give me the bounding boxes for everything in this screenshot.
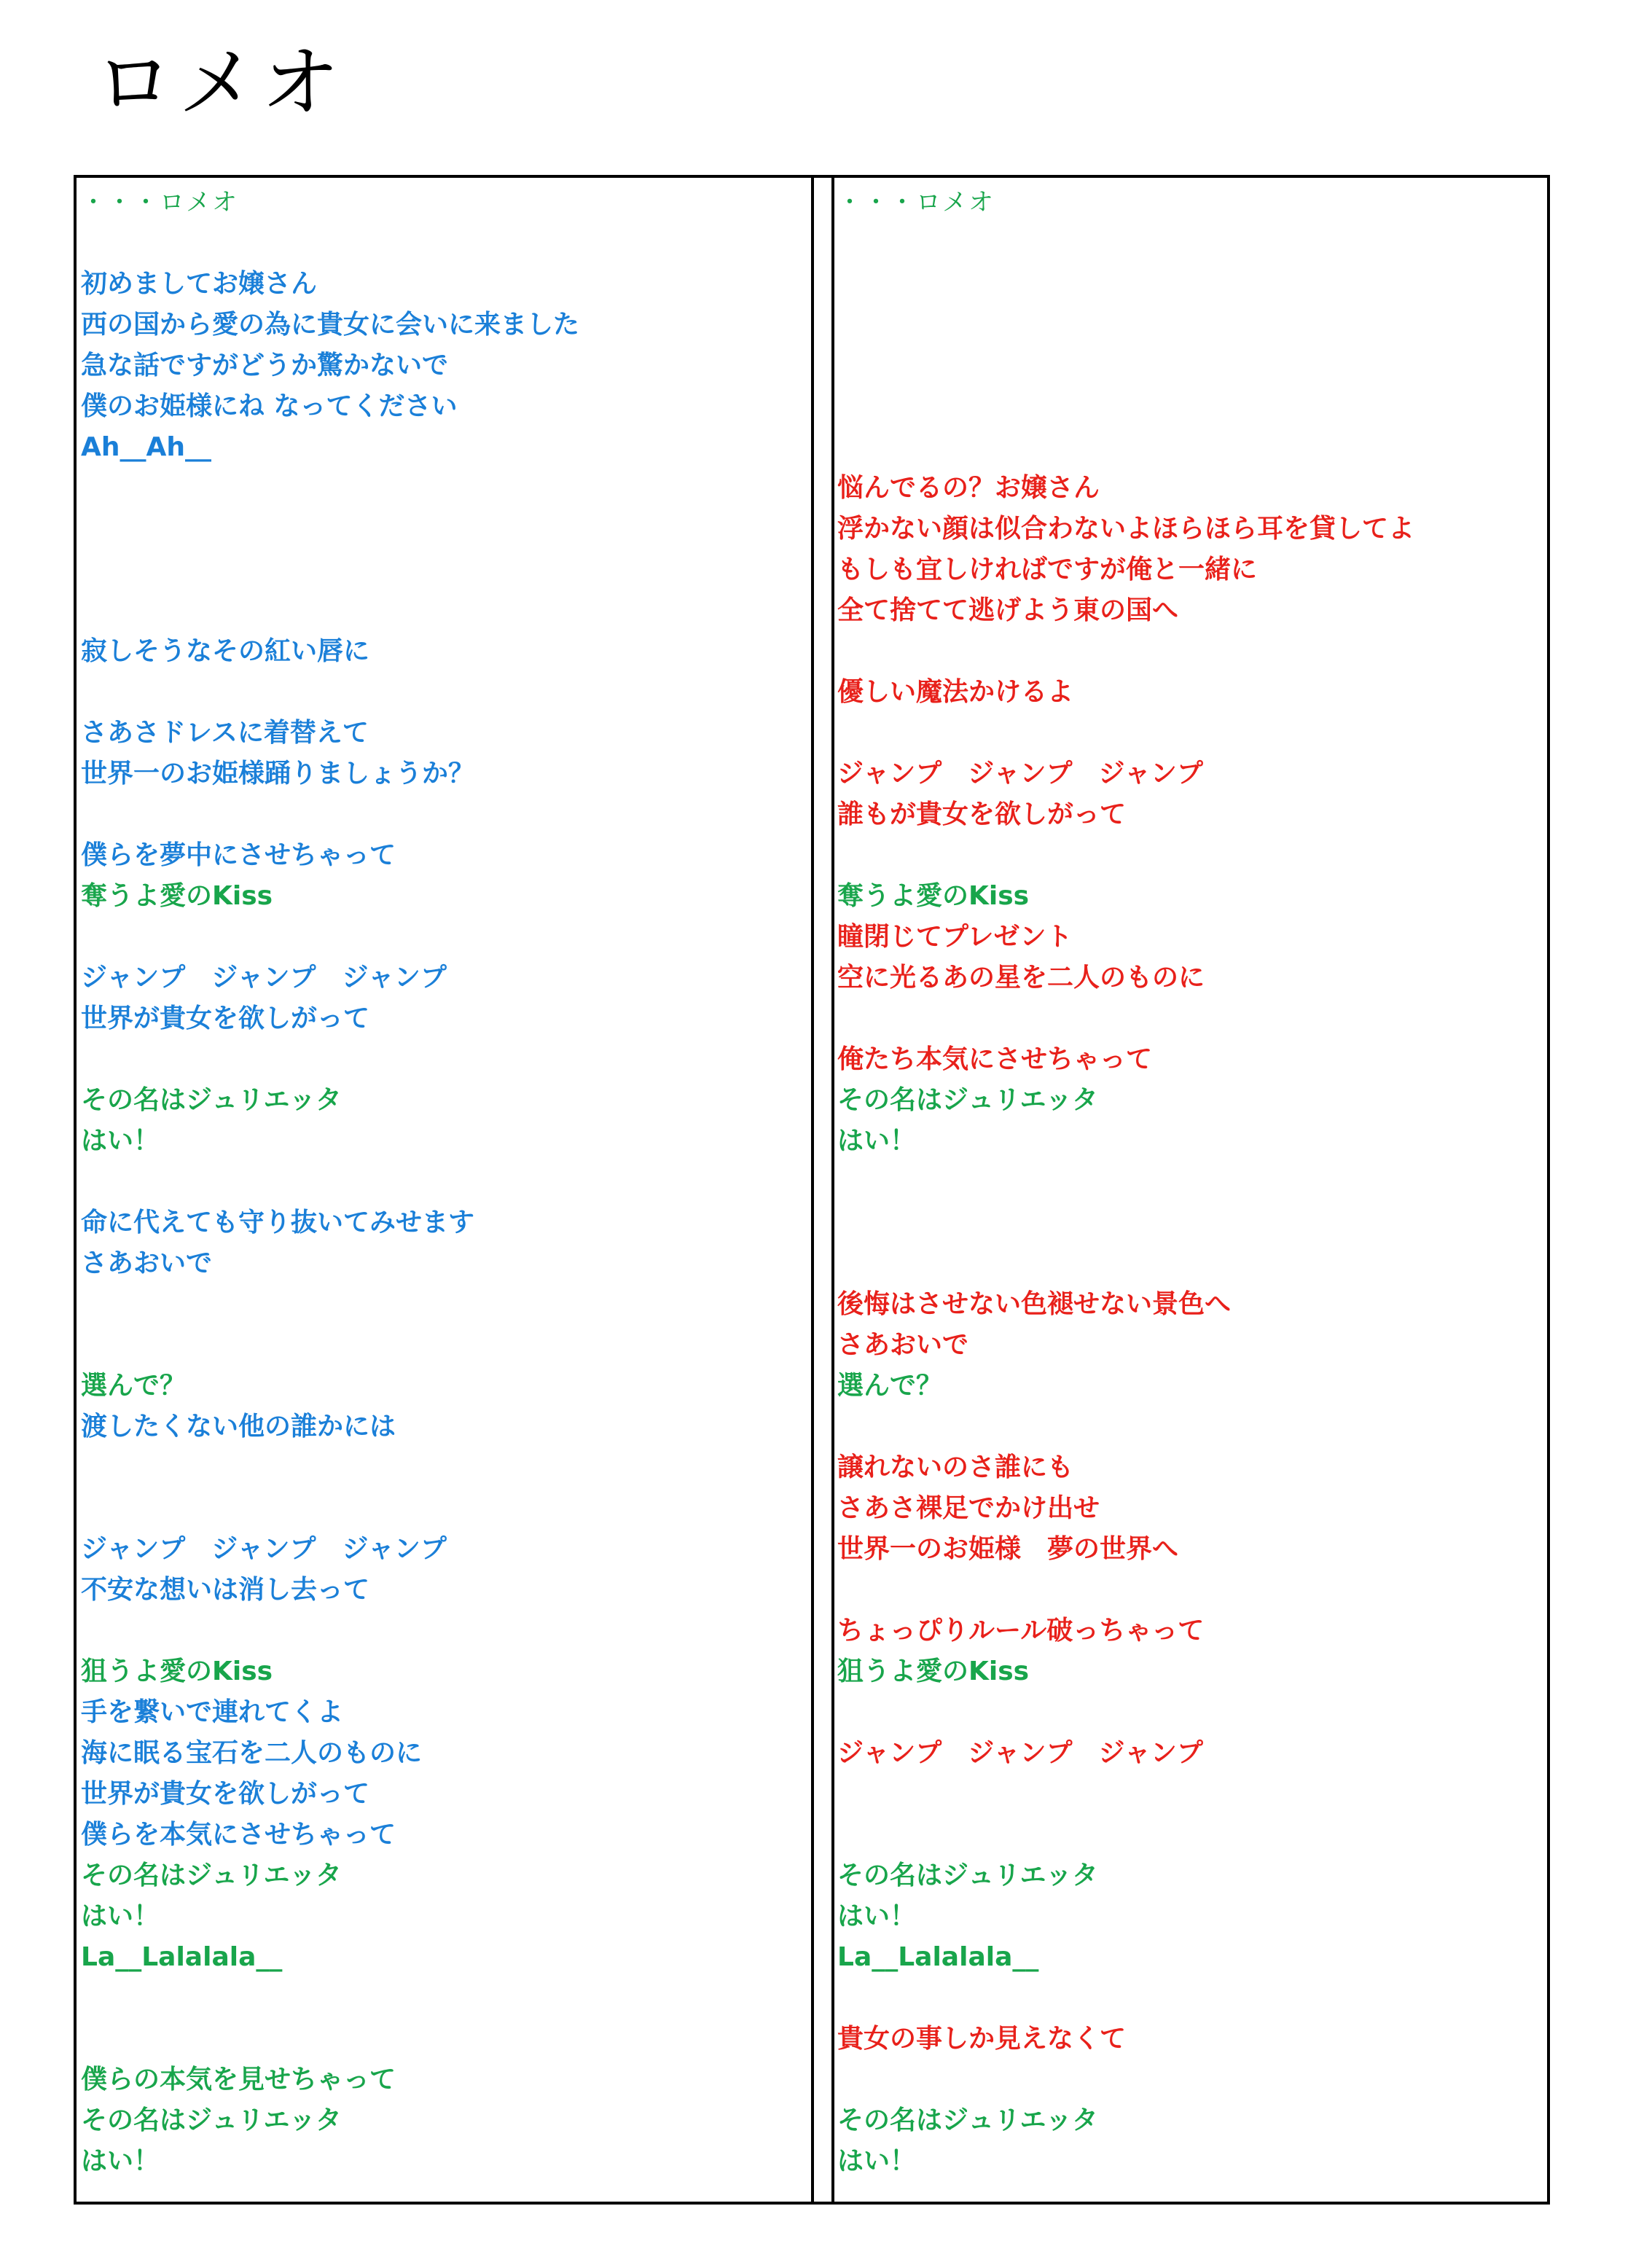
lyric-line: 初めましてお嬢さん [81,269,318,299]
lyric-line: 俺たち本気にさせちゃって [837,1044,1153,1074]
lyric-line: ジャンプ ジャンプ ジャンプ [837,759,1203,789]
lyric-line: はい！ [81,1126,160,1156]
lyric-line: 海に眠る宝石を二人のものに [81,1738,423,1768]
lyric-line: ジャンプ ジャンプ ジャンプ [81,963,447,993]
lyric-line: ちょっぴりルール破っちゃって [837,1616,1205,1646]
lyric-line: 貴女の事しか見えなくて [837,2024,1127,2054]
singer-label: ・・・ロメオ [837,188,995,217]
lyric-line: さあさドレスに着替えて [81,718,369,748]
lyric-line: その名はジュリエッタ [81,1085,342,1115]
lyric-line: La__Lalalala__ [81,1942,283,1972]
lyric-line: さあさ裸足でかけ出せ [837,1493,1100,1523]
lyric-line: 僕らを夢中にさせちゃって [81,840,396,870]
right-column [837,178,1547,2202]
lyric-line: 奪うよ愛のKiss [81,881,273,911]
lyric-line: その名はジュリエッタ [837,2105,1098,2135]
lyric-line: 優しい魔法かけるよ [837,677,1074,707]
lyric-line: はい！ [81,1901,160,1931]
lyric-line: その名はジュリエッタ [837,1085,1098,1115]
lyric-line: ジャンプ ジャンプ ジャンプ [837,1738,1203,1768]
lyric-line: もしも宜しければですが俺と一緒に [837,555,1258,584]
lyric-line: 僕のお姫様にね なってください [81,391,458,421]
lyric-line: はい！ [837,1901,917,1931]
lyric-line: 全て捨てて逃げよう東の国へ [837,595,1179,625]
lyric-line: 寂しそうなその紅い唇に [81,636,370,666]
left-column [81,178,807,2202]
lyric-line: 後悔はさせない色褪せない景色へ [837,1289,1232,1319]
lyric-line: その名はジュリエッタ [81,2105,342,2135]
lyric-line: 西の国から愛の為に貴女に会いに来ました [81,310,580,340]
lyric-line: 命に代えても守り抜いてみせます [81,1208,475,1237]
lyric-line: さあおいで [81,1248,213,1278]
lyric-line: 僕らの本気を見せちゃって [81,2065,396,2094]
lyric-line: 選んで？ [81,1371,187,1401]
lyric-line: その名はジュリエッタ [837,1861,1098,1890]
lyric-line: 空に光るあの星を二人のものに [837,963,1205,993]
lyric-line: 選んで？ [837,1371,943,1401]
lyric-line: 誰もが貴女を欲しがって [837,799,1127,829]
page-title: ロメオ [95,38,345,129]
lyric-line: 急な話ですがどうか驚かないで [81,351,449,380]
lyric-line: はい！ [81,2146,160,2176]
lyric-line: 狙うよ愛のKiss [81,1656,273,1686]
lyric-line: 世界が貴女を欲しがって [81,1004,370,1033]
lyric-line: ジャンプ ジャンプ ジャンプ [81,1534,447,1564]
lyric-line: 瞳閉じてプレゼント [837,922,1073,952]
lyric-line: 不安な想いは消し去って [81,1575,370,1605]
lyric-line: 世界が貴女を欲しがって [81,1779,370,1809]
column-divider [811,178,814,2202]
lyric-line: 譲れないのさ誰にも [837,1452,1074,1482]
lyric-line: 悩んでるの？お嬢さん [837,473,1100,503]
lyric-line: 手を繋いで連れてくよ [81,1697,344,1727]
lyric-line: その名はジュリエッタ [81,1861,342,1890]
lyrics-table [74,175,1550,2205]
lyric-line: 浮かない顔は似合わないよほらほら耳を貸してよ [837,514,1415,544]
lyric-line: 渡したくない他の誰かには [81,1412,396,1442]
lyric-line: 奪うよ愛のKiss [837,881,1030,911]
lyric-line: Ah__Ah__ [81,432,211,462]
column-divider [831,178,834,2202]
lyric-line: はい！ [837,2146,917,2176]
lyric-line: 世界一のお姫様踊りましょうか？ [81,759,475,789]
lyric-line: La__Lalalala__ [837,1942,1039,1972]
lyric-line: はい！ [837,1126,917,1156]
lyric-line: 世界一のお姫様 夢の世界へ [837,1534,1179,1564]
lyric-line: 狙うよ愛のKiss [837,1656,1030,1686]
lyric-line: さあおいで [837,1330,969,1360]
singer-label: ・・・ロメオ [81,188,238,217]
lyric-line: 僕らを本気にさせちゃって [81,1820,396,1850]
